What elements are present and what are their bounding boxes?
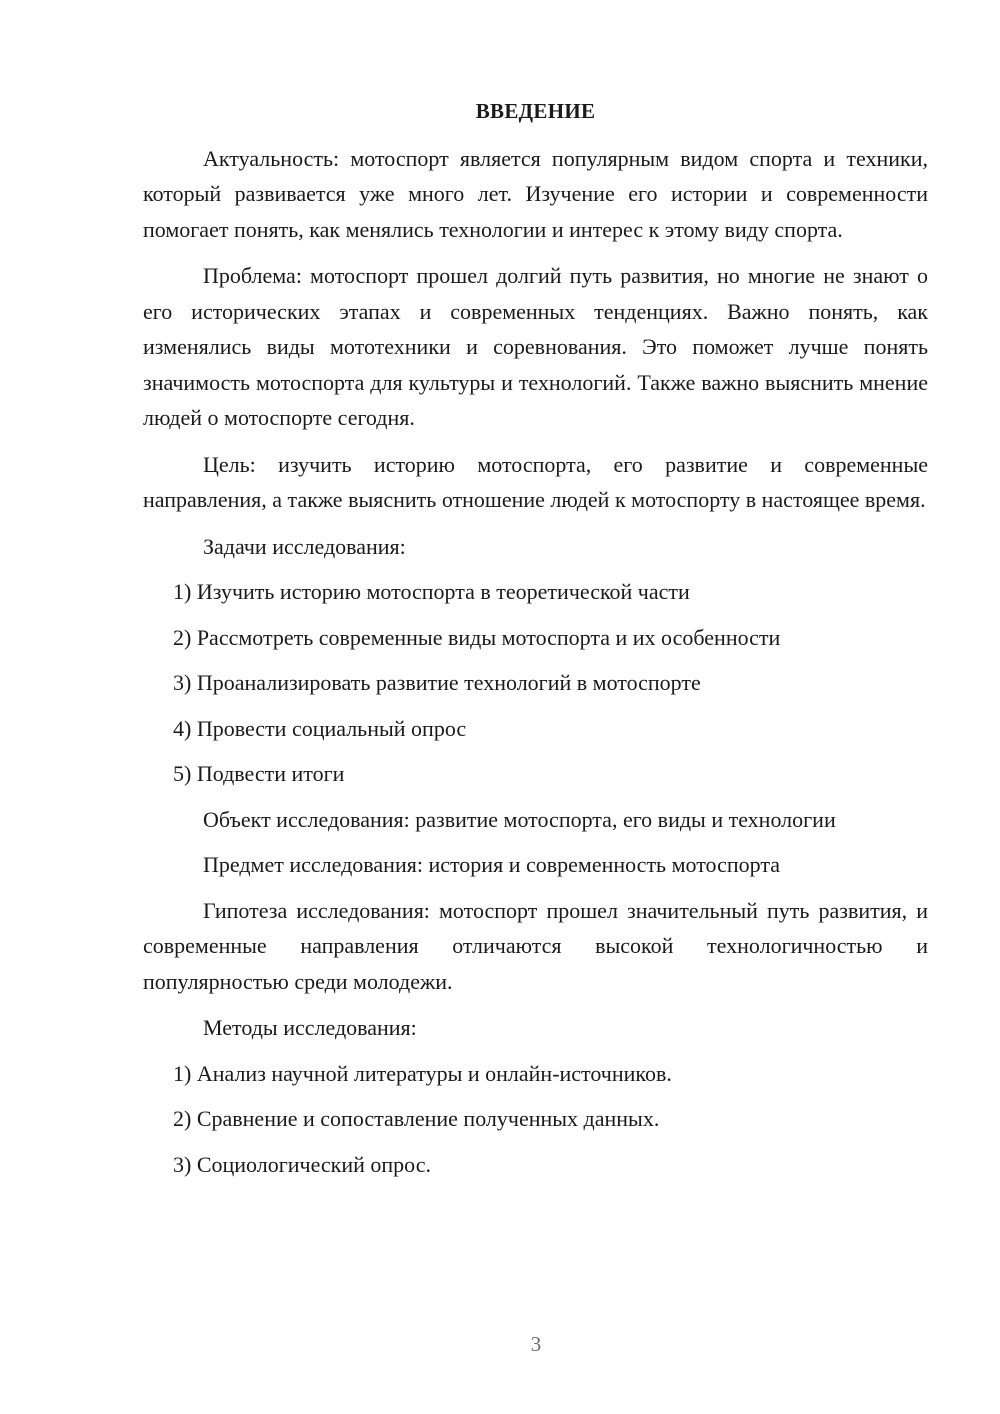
method-item: 1) Анализ научной литературы и онлайн-источников. — [173, 1060, 672, 1086]
section-title: ВВЕДЕНИЕ — [475, 99, 596, 123]
method-item: 3) Социологический опрос. — [173, 1151, 431, 1177]
problem-paragraph: Проблема: мотоспорт прошел долгий путь развития, но многие не знают о его исторических этапах и современных тенденциях. Важно понять, как изменялись виды мототехники и соревнования. Это поможет лучше понять значимость мотоспорта для культуры и технологий. Также важно выяснить мнение людей о мотоспорте сегодня. — [143, 263, 928, 430]
hypothesis-paragraph: Гипотеза исследования: мотоспорт прошел значительный путь развития, и современные направления отличаются высокой технологичностью и популярностью среди молодежи. — [143, 897, 928, 994]
page-number: 3 — [530, 1332, 542, 1356]
task-item: 3) Проанализировать развитие технологий в мотоспорте — [173, 670, 701, 695]
task-item: 2) Рассмотреть современные виды мотоспорта и их особенности — [173, 624, 781, 650]
research-object: Объект исследования: развитие мотоспорта, его виды и технологии — [203, 806, 836, 832]
goal-paragraph: Цель: изучить историю мотоспорта, его развитие и современные направления, а также выяснить отношение людей к мотоспорту в настоящее время. — [143, 451, 928, 512]
research-subject: Предмет исследования: история и современность мотоспорта — [203, 852, 780, 877]
method-item: 2) Сравнение и сопоставление полученных данных. — [173, 1106, 660, 1131]
task-item: 5) Подвести итоги — [173, 761, 345, 786]
methods-heading: Методы исследования: — [203, 1015, 417, 1040]
document-page — [143, 94, 928, 1192]
tasks-heading: Задачи исследования: — [203, 533, 406, 559]
relevance-paragraph: Актуальность: мотоспорт является популярным видом спорта и техники, который развивается уже много лет. Изучение его истории и современности помогает понять, как менялись технологии и интерес к этому виду спорта. — [143, 145, 928, 242]
task-item: 4) Провести социальный опрос — [173, 715, 467, 741]
task-item: 1) Изучить историю мотоспорта в теоретической части — [173, 579, 690, 604]
